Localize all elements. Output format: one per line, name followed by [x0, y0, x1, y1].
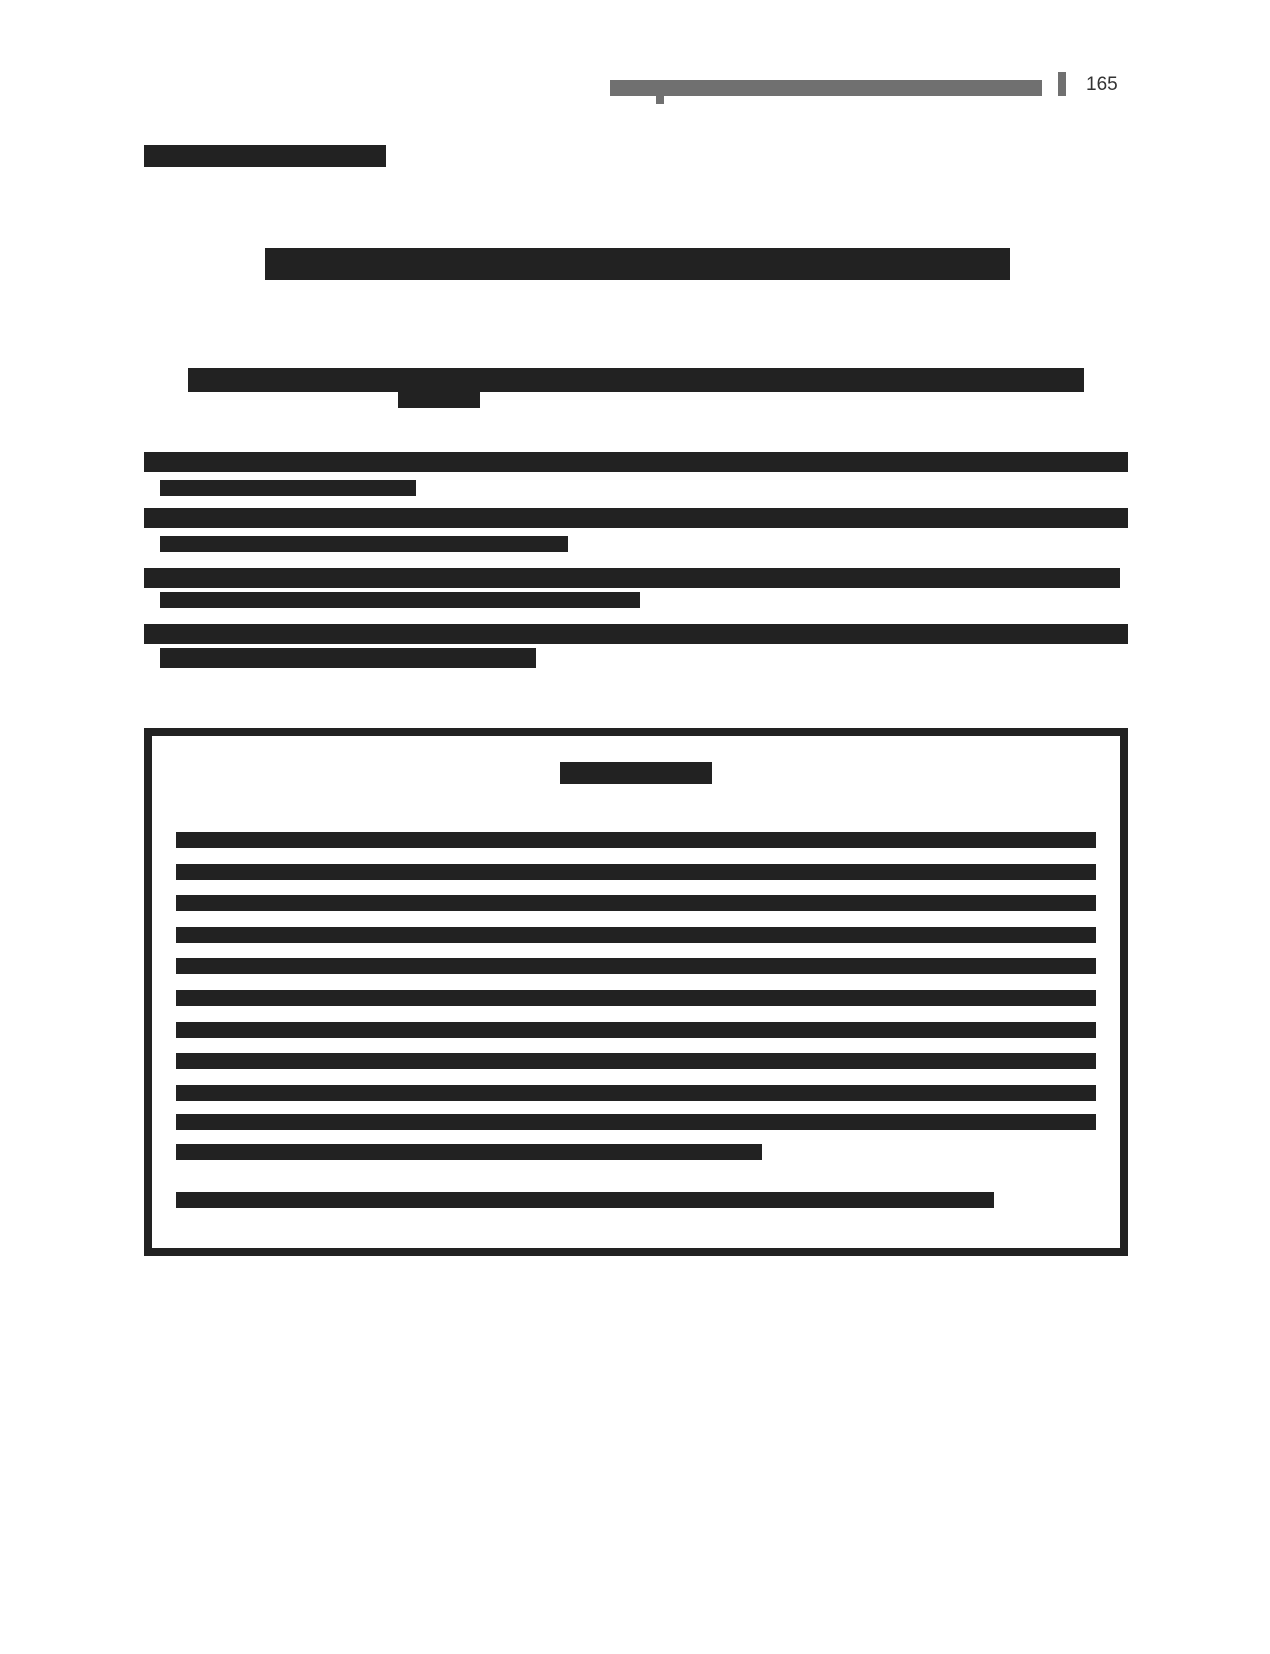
- article-title: [265, 248, 1010, 280]
- affiliation-1: [144, 452, 1128, 472]
- affiliation-2: [144, 508, 1128, 528]
- abstract-line: [176, 958, 1096, 974]
- abstract-line: [176, 1053, 1096, 1069]
- affiliation-4: [144, 624, 1128, 644]
- affiliation-3: [144, 568, 1120, 588]
- section-label: [144, 145, 386, 167]
- abstract-line: [176, 832, 1096, 848]
- running-header: [610, 80, 1042, 96]
- abstract-line: [176, 1085, 1096, 1101]
- affiliation-1-line2: [160, 480, 416, 496]
- affiliation-2-line2: [160, 536, 568, 552]
- abstract-heading: [560, 762, 712, 784]
- running-header-descender: [656, 96, 664, 104]
- page-number: 165: [1086, 74, 1118, 95]
- header-divider: [1058, 72, 1066, 96]
- abstract-line: [176, 990, 1096, 1006]
- keywords-line: [176, 1192, 994, 1208]
- abstract-line: [176, 895, 1096, 911]
- abstract-line-last: [176, 1144, 762, 1160]
- affiliation-3-line2: [160, 592, 640, 608]
- affiliation-4-line2: [160, 648, 536, 668]
- abstract-line: [176, 927, 1096, 943]
- author-list-line2: [398, 392, 480, 408]
- abstract-line: [176, 1022, 1096, 1038]
- abstract-line: [176, 1114, 1096, 1130]
- author-list: [188, 368, 1084, 392]
- abstract-line: [176, 864, 1096, 880]
